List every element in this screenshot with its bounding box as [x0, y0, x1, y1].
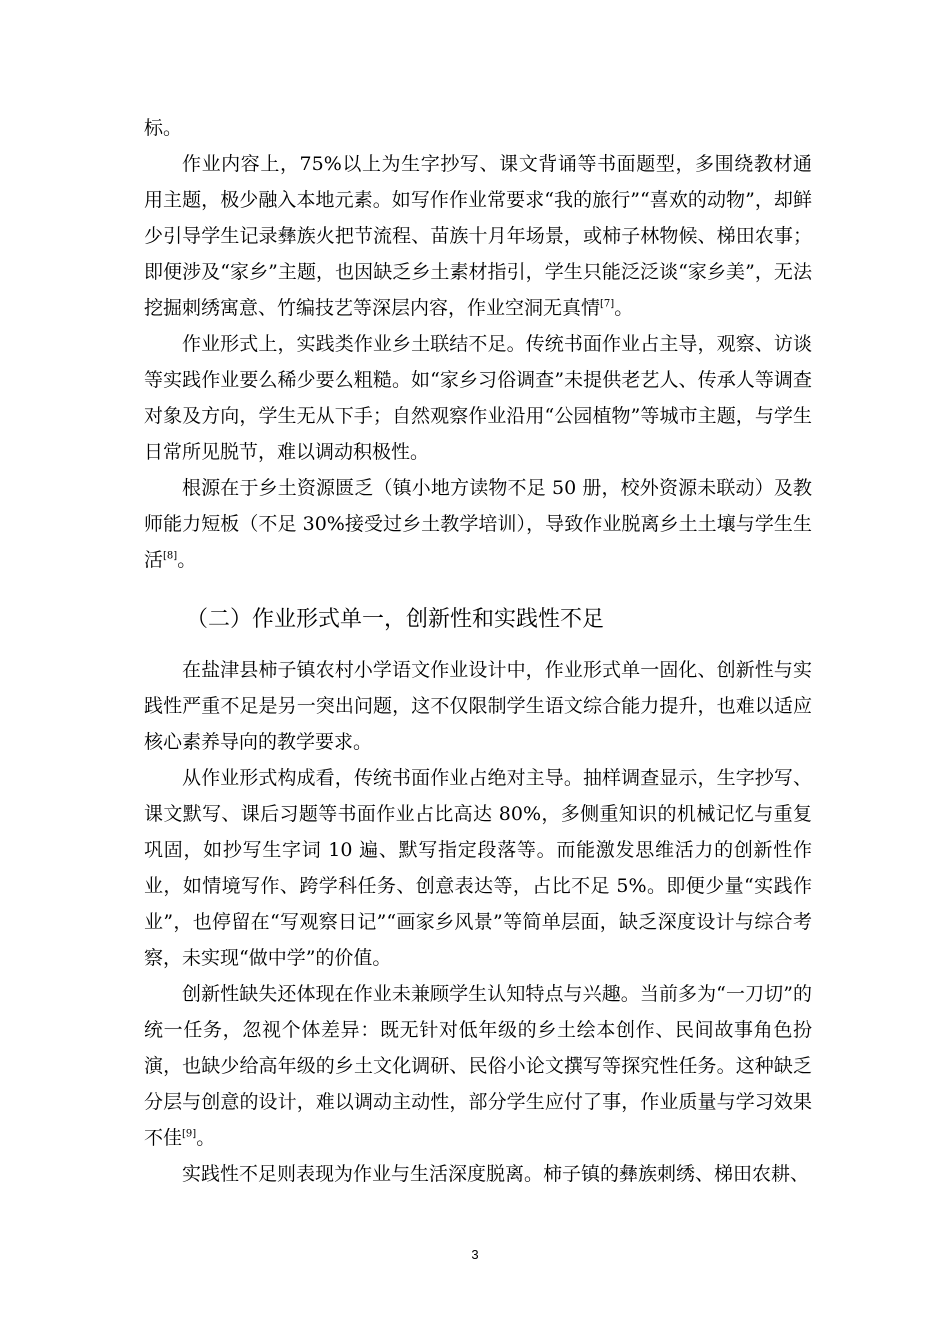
paragraph-continuation: 标。	[144, 117, 183, 139]
section-heading: （二）作业形式单一，创新性和实践性不足	[186, 607, 605, 632]
citation-9: [9]	[182, 1128, 197, 1140]
paragraph-homework-content	[144, 146, 812, 326]
paragraph-text: 创新性缺失还体现在作业未兼顾学生认知特点与兴趣。当前多为“一刀切”的统一任务，忽视个体差异：既无针对低年级的乡土绘本创作、民间故事角色扮演，也缺少给高年级的乡土文化调研、民俗小论文撰写等探究性任务。这种缺乏分层与创意的设计，难以调动主动性，部分学生应付了事，作业质量与学习效果不佳	[144, 983, 812, 1149]
paragraph-root-cause	[144, 470, 812, 578]
paragraph-end-punct: 。	[196, 1127, 216, 1149]
paragraph-innovation-lack	[144, 976, 812, 1156]
paragraph-end-punct: 。	[177, 549, 197, 571]
page-number: 3	[471, 1247, 479, 1262]
paragraph-homework-form: 作业形式上，实践类作业乡土联结不足。传统书面作业占主导，观察、访谈等实践作业要么稀少要么粗糙。如“家乡习俗调查”未提供老艺人、传承人等调查对象及方向，学生无从下手；自然观察作业沿用“公园植物”等城市主题，与学生日常所见脱节，难以调动积极性。	[144, 333, 812, 463]
citation-8: [8]	[163, 550, 178, 562]
paragraph-end-punct: 。	[614, 297, 634, 319]
citation-7: [7]	[600, 298, 615, 310]
paragraph-text: 根源在于乡土资源匮乏（镇小地方读物不足 50 册，校外资源未联动）及教师能力短板（不足 30%接受过乡土教学培训），导致作业脱离乡土土壤与学生生活	[144, 477, 812, 571]
body-text-block-1	[144, 110, 812, 578]
paragraph-text: 作业内容上，75%以上为生字抄写、课文背诵等书面题型，多围绕教材通用主题，极少融入本地元素。如写作作业常要求“我的旅行”“喜欢的动物”，却鲜少引导学生记录彝族火把节流程、苗族十月年场景，或柿子林物候、梯田农事；即便涉及“家乡”主题，也因缺乏乡土素材指引，学生只能泛泛谈“家乡美”，无法挖掘刺绣寓意、竹编技艺等深层内容，作业空洞无真情	[144, 153, 812, 319]
paragraph-form-composition: 从作业形式构成看，传统书面作业占绝对主导。抽样调查显示，生字抄写、课文默写、课后习题等书面作业占比高达 80%，多侧重知识的机械记忆与重复巩固，如抄写生字词 10 遍、默写指定段落等。而能激发思维活力的创新性作业，如情境写作、跨学科任务、创意表达等，占比不足 5%。即便少量“实践作业”，也停留在“写观察日记”“画家乡风景”等简单层面，缺乏深度设计与综合考察，未实现“做中学”的价值。	[144, 767, 812, 969]
paragraph-practice-lack: 实践性不足则表现为作业与生活深度脱离。柿子镇的彝族刺绣、梯田农耕、	[182, 1163, 810, 1185]
body-text-block-2	[144, 652, 812, 1192]
paragraph-intro: 在盐津县柿子镇农村小学语文作业设计中，作业形式单一固化、创新性与实践性严重不足是另一突出问题，这不仅限制学生语文综合能力提升，也难以适应核心素养导向的教学要求。	[144, 659, 812, 753]
